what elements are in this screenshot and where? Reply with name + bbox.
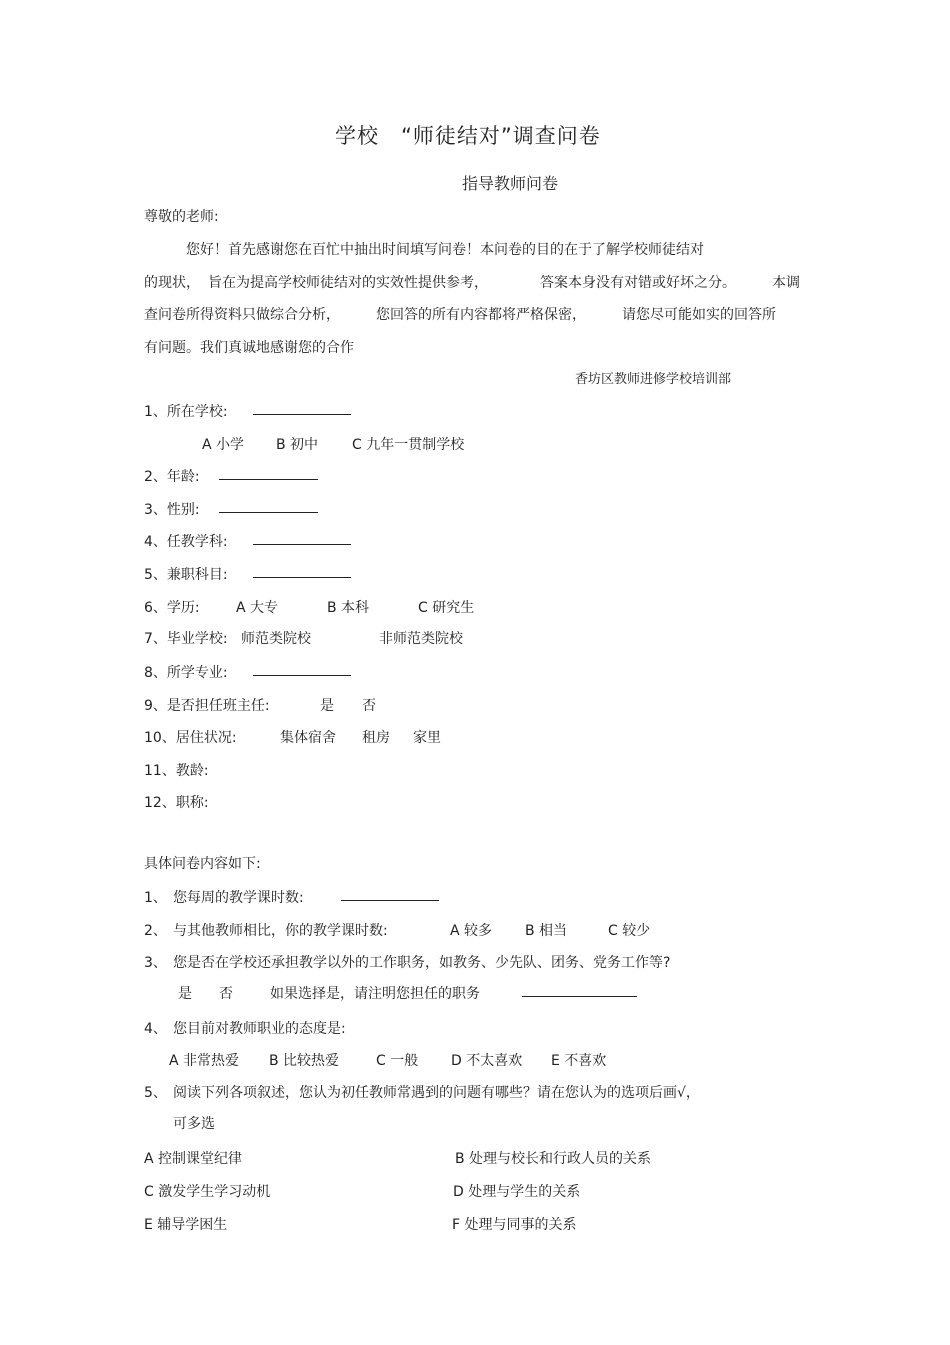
s2-q2-opt-b[interactable]: B 相当 <box>525 923 568 939</box>
basic-q10-opt-rent[interactable]: 租房 <box>362 730 390 746</box>
basic-q6-opt-b[interactable]: B 本科 <box>327 600 370 616</box>
greeting: 尊敬的老师: <box>144 209 219 225</box>
s2-q5-opt-e[interactable]: E 辅导学困生 <box>144 1217 228 1233</box>
s2-q4-opt-d[interactable]: D 不太喜欢 <box>451 1053 523 1069</box>
basic-q8: 8、所学专业: <box>144 665 228 681</box>
s2-q5-opt-d[interactable]: D 处理与学生的关系 <box>453 1184 581 1200</box>
duty-blank[interactable] <box>522 982 637 997</box>
s2-q1: 您每周的教学课时数: <box>173 890 304 906</box>
basic-q9: 9、是否担任班主任: <box>144 698 270 714</box>
s2-q4: 您目前对教师职业的态度是: <box>173 1021 346 1037</box>
intro-line-3b: 您回答的所有内容都将严格保密， <box>376 307 586 323</box>
page-title: 学校 “师徒结对”调查问卷 <box>335 124 601 148</box>
intro-line-2b: 旨在为提高学校师徒结对的实效性提供参考， <box>208 275 488 291</box>
major-blank[interactable] <box>253 661 351 676</box>
basic-q9-opt-no[interactable]: 否 <box>362 698 376 714</box>
basic-q5: 5、兼职科目: <box>144 567 228 583</box>
s2-q2-opt-a[interactable]: A 较多 <box>450 923 493 939</box>
s2-q2: 与其他教师相比，你的教学课时数: <box>173 923 388 939</box>
s2-q5-opt-b[interactable]: B 处理与校长和行政人员的关系 <box>455 1151 652 1167</box>
s2-q2-number: 2、 <box>144 923 167 939</box>
intro-line-2d: 本调 <box>772 275 800 291</box>
s2-q5-opt-c[interactable]: C 激发学生学习动机 <box>144 1184 271 1200</box>
basic-q1-opt-b[interactable]: B 初中 <box>276 437 319 453</box>
basic-q10-opt-home[interactable]: 家里 <box>413 730 441 746</box>
s2-q4-opt-c[interactable]: C 一般 <box>376 1053 419 1069</box>
s2-q5-note: 可多选 <box>173 1116 215 1132</box>
s2-q1-number: 1、 <box>144 890 167 906</box>
s2-q4-opt-a[interactable]: A 非常热爱 <box>169 1053 240 1069</box>
basic-q6: 6、学历: <box>144 600 200 616</box>
s2-q2-opt-c[interactable]: C 较少 <box>608 923 651 939</box>
subject-blank[interactable] <box>253 530 351 545</box>
school-blank[interactable] <box>253 400 351 415</box>
basic-q11: 11、教龄: <box>144 763 209 779</box>
weekly-hours-blank[interactable] <box>341 886 439 901</box>
basic-q6-opt-c[interactable]: C 研究生 <box>418 600 475 616</box>
basic-q6-opt-a[interactable]: A 大专 <box>236 600 279 616</box>
s2-q5-opt-a[interactable]: A 控制课堂纪律 <box>144 1151 243 1167</box>
s2-q4-opt-e[interactable]: E 不喜欢 <box>551 1053 607 1069</box>
section2-heading: 具体问卷内容如下: <box>144 856 261 872</box>
basic-q2: 2、年龄: <box>144 469 200 485</box>
s2-q5-opt-f[interactable]: F 处理与同事的关系 <box>452 1217 577 1233</box>
s2-q4-opt-b[interactable]: B 比较热爱 <box>269 1053 340 1069</box>
basic-q12: 12、职称: <box>144 795 209 811</box>
basic-q4: 4、任教学科: <box>144 534 228 550</box>
intro-line-2a: 的现状， <box>144 275 200 291</box>
intro-line-4: 有问题。我们真诚地感谢您的合作 <box>144 340 354 356</box>
s2-q3-opt-yes[interactable]: 是 <box>178 986 192 1002</box>
basic-q1-opt-a[interactable]: A 小学 <box>202 437 245 453</box>
basic-q1-opt-c[interactable]: C 九年一贯制学校 <box>352 437 465 453</box>
basic-q3: 3、性别: <box>144 502 200 518</box>
basic-q7-opt-normal[interactable]: 师范类院校 <box>241 631 311 647</box>
intro-line-3a: 查问卷所得资料只做综合分析， <box>144 307 340 323</box>
intro-line-3c: 请您尽可能如实的回答所 <box>622 307 776 323</box>
intro-line-1: 您好！首先感谢您在百忙中抽出时间填写问卷！本问卷的目的在于了解学校师徒结对 <box>186 242 704 258</box>
basic-q7-opt-non-normal[interactable]: 非师范类院校 <box>379 631 463 647</box>
basic-q1: 1、所在学校: <box>144 404 228 420</box>
s2-q5: 阅读下列各项叙述，您认为初任教师常遇到的问题有哪些？请在您认为的选项后画√， <box>173 1085 700 1101</box>
s2-q3: 您是否在学校还承担教学以外的工作职务，如教务、少先队、团务、党务工作等? <box>173 955 671 971</box>
s2-q3-opt-no[interactable]: 否 <box>219 986 233 1002</box>
s2-q3-number: 3、 <box>144 955 167 971</box>
s2-q5-number: 5、 <box>144 1085 167 1101</box>
intro-line-2c: 答案本身没有对错或好坏之分。 <box>540 275 736 291</box>
signature: 香坊区教师进修学校培训部 <box>575 372 732 387</box>
s2-q4-number: 4、 <box>144 1021 167 1037</box>
basic-q7: 7、毕业学校: <box>144 631 228 647</box>
part-time-subject-blank[interactable] <box>253 563 351 578</box>
s2-q3-note: 如果选择是，请注明您担任的职务 <box>270 986 480 1002</box>
age-blank[interactable] <box>219 465 318 480</box>
basic-q9-opt-yes[interactable]: 是 <box>320 698 334 714</box>
page-subtitle: 指导教师问卷 <box>462 174 559 193</box>
basic-q10-opt-dorm[interactable]: 集体宿舍 <box>280 730 336 746</box>
basic-q10: 10、居住状况: <box>144 730 237 746</box>
gender-blank[interactable] <box>219 498 318 513</box>
